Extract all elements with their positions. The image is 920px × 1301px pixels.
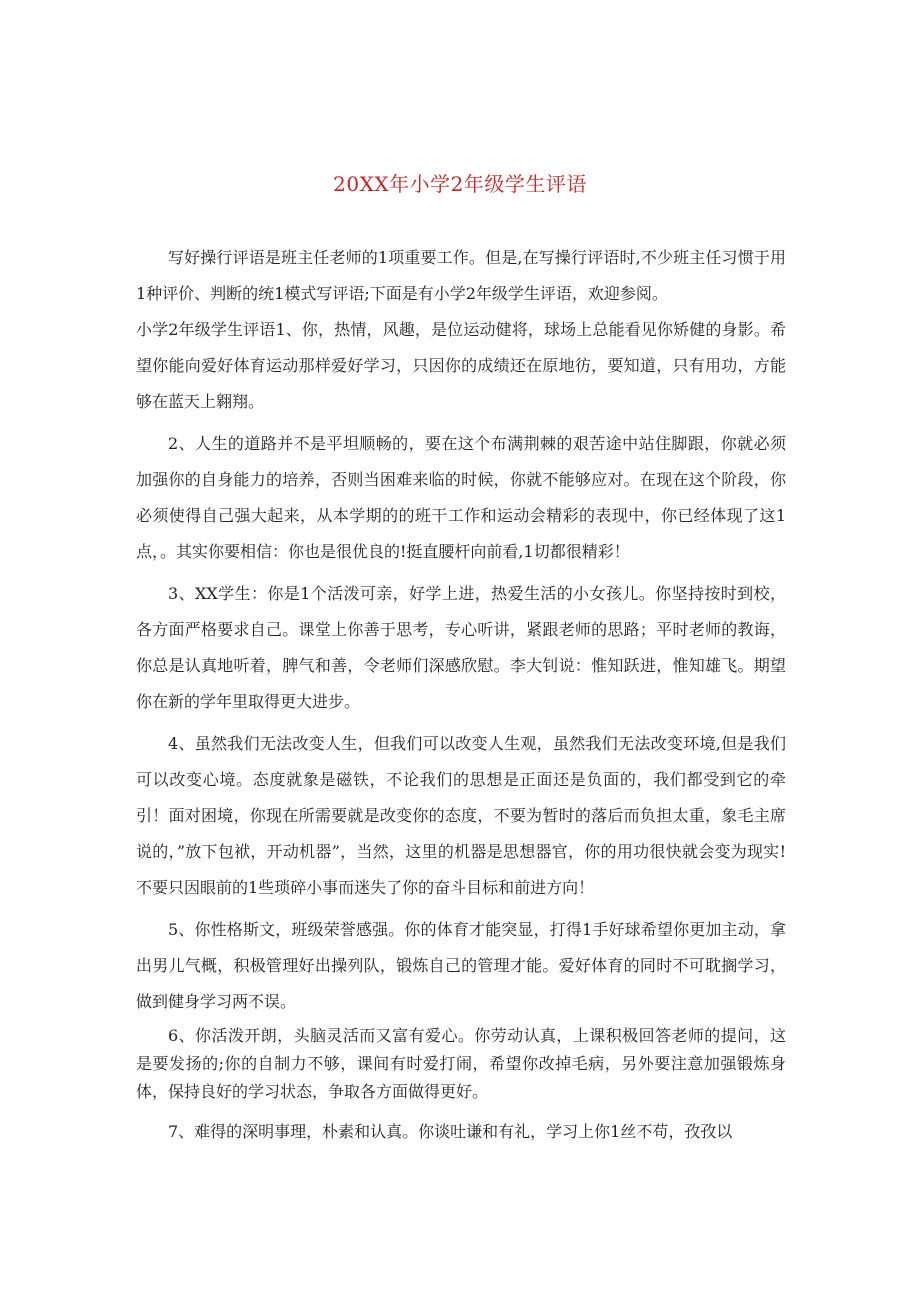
- paragraph-comment-1: 小学2年级学生评语1、你，热情，风趣，是位运动健将，球场上总能看见你矫健的身影。希望你能向爱好体育运动那样爱好学习，只因你的成绩还在原地彷，要知道，只有用功，方能够在蓝天上翱翔。: [136, 320, 786, 411]
- paragraph-comment-3: 3、XX学生：你是1个活泼可亲，好学上进，热爱生活的小女孩儿。你坚持按时到校，各方面严格要求自己。课堂上你善于思考，专心听讲，紧跟老师的思路；平时老师的教诲，你总是认真地听着，脾气和善，令老师们深感欣慰。李大钊说：惟知跃进，惟知雄飞。期望你在新的学年里取得更大进步。: [136, 584, 786, 711]
- paragraph-comment-4: 4、虽然我们无法改变人生，但我们可以改变人生观，虽然我们无法改变环境,但是我们可以改变心境。态度就象是磁铁，不论我们的思想是正面还是负面的，我们都受到它的牵引！面对困境，你现在所需要就是改变你的态度，不要为暂时的落后而负担太重，象毛主席说的，”放下包袱，开动机器”，当然，这里的机器是思想器官，你的用功很快就会变为现实!不要只因眼前的1些琐碎小事而迷失了你的奋斗目标和前进方向！: [136, 734, 786, 897]
- paragraph-comment-5: 5、你性格斯文，班级荣誉感强。你的体育才能突显，打得1手好球希望你更加主动，拿出男儿气概，积极管理好出操列队，锻炼自己的管理才能。爱好体育的同时不可耽搁学习，做到健身学习两不误。: [136, 920, 786, 1011]
- document-title: 20XX年小学2年级学生评语: [333, 172, 587, 196]
- paragraph-intro: 写好操行评语是班主任老师的1项重要工作。但是,在写操行评语时,不少班主任习惯于用1种评价、判断的统1模式写评语;下面是有小学2年级学生评语，欢迎参阅。: [136, 248, 786, 303]
- paragraph-comment-7: 7、难得的深明事理，朴素和认真。你谈吐谦和有礼，学习上你1丝不苟，孜孜以: [168, 1122, 733, 1141]
- paragraph-comment-2: 2、人生的道路并不是平坦顺畅的，要在这个布满荆棘的艰苦途中站住脚跟，你就必须加强你的自身能力的培养，否则当困难来临的时候，你就不能够应对。在现在这个阶段，你必须使得自己强大起来，从本学期的的班干工作和运动会精彩的表现中，你已经体现了这1点，。其实你要相信：你也是很优良的!挺直腰杆向前看,1切都很精彩！: [136, 434, 786, 561]
- document-body: [136, 240, 786, 1150]
- paragraph-comment-6: 6、你活泼开朗，头脑灵活而又富有爱心。你劳动认真，上课积极回答老师的提问，这是要发扬的;你的自制力不够，课间有时爱打闹，希望你改掉毛病，另外要注意加强锻炼身体，保持良好的学习状态，争取各方面做得更好。: [136, 1026, 786, 1101]
